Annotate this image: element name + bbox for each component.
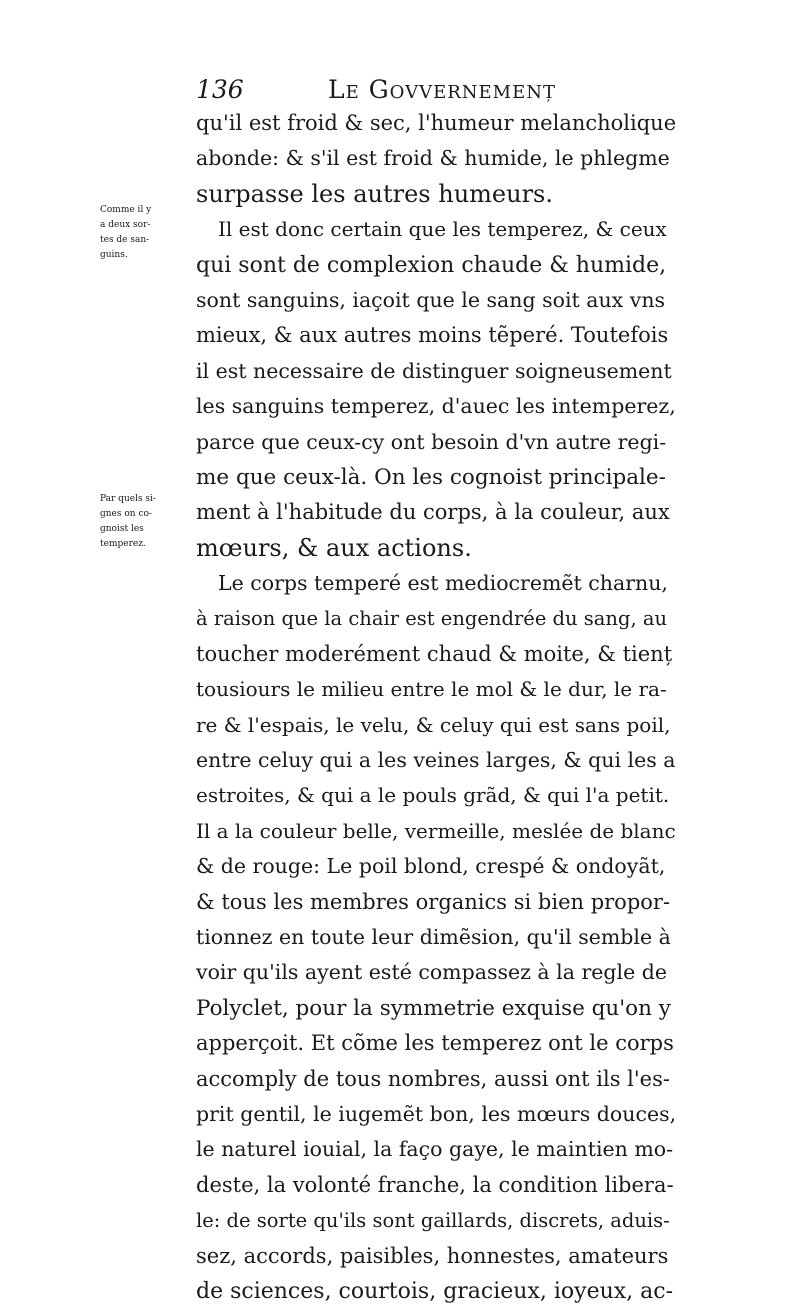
text-line: ment à l'habitude du corps, à la couleur, aux <box>196 500 670 525</box>
text-line: voir qu'ils ayent esté compassez à la regle de <box>196 960 667 985</box>
text-line: le naturel iouial, la faço gaye, le maintien mo- <box>196 1137 674 1162</box>
paragraph-start-line: Il est donc certain que les temperez, & ceux <box>218 217 667 242</box>
margin-note-sanguins <box>100 203 196 263</box>
text-line: il est necessaire de distinguer soigneusement <box>196 358 672 383</box>
text-line: surpasse les autres humeurs. <box>196 179 553 208</box>
text-line: Il a la couleur belle, vermeille, meslée de blanc <box>196 818 676 843</box>
text-line: re & l'espais, le velu, & celuy qui est sans poil, <box>196 712 671 737</box>
margin-note-line: gnoist les <box>100 524 144 534</box>
text-line: toucher moderément chaud & moite, & tienț <box>196 641 673 666</box>
margin-note-signes <box>100 492 196 552</box>
text-line: estroites, & qui a le pouls grãd, & qui l'a petit. <box>196 783 670 808</box>
text-line: entre celuy qui a les veines larges, & qui les a <box>196 748 676 773</box>
text-line: Polyclet, pour la symmetrie exquise qu'on y <box>196 995 671 1021</box>
text-line: mieux, & aux autres moins tẽperé. Toutefois <box>196 323 669 348</box>
text-line: apperçoit. Et cõme les temperez ont le corps <box>196 1031 674 1056</box>
margin-note-line: Comme il y <box>100 205 152 215</box>
text-line: & tous les membres organics si bien propor- <box>196 889 671 914</box>
text-line: mœurs, & aux actions. <box>196 533 472 562</box>
text-line: accomply de tous nombres, aussi ont ils l'es- <box>196 1066 670 1091</box>
body-text <box>196 106 676 1309</box>
margin-note-line: temperez. <box>100 539 146 549</box>
text-line: qui sont de complexion chaude & humide, <box>196 252 667 278</box>
margin-note-line: gnes on co- <box>100 509 152 519</box>
margin-note-line: tes de san- <box>100 235 150 245</box>
paragraph-start-line: Le corps temperé est mediocremẽt charnu, <box>218 571 668 596</box>
margin-note-line: Par quels si- <box>100 494 156 504</box>
page-header <box>196 72 676 108</box>
text-line: le: de sorte qu'ils sont gaillards, discrets, aduis- <box>196 1209 670 1233</box>
text-line: tionnez en toute leur dimẽsion, qu'il semble à <box>196 924 671 949</box>
text-line: les sanguins temperez, d'auec les intemperez, <box>196 394 676 419</box>
text-line: de sciences, courtois, gracieux, ioyeux, ac- <box>196 1278 674 1304</box>
text-line: prit gentil, le iugemẽt bon, les mœurs douces, <box>196 1101 676 1126</box>
text-line: me que ceux-là. On les cognoist principale- <box>196 464 666 490</box>
text-line: parce que ceux-cy ont besoin d'vn autre regi- <box>196 429 667 454</box>
margin-notes <box>100 0 190 1236</box>
margin-note-line: guins. <box>100 250 128 260</box>
text-line: abonde: & s'il est froid & humide, le phlegme <box>196 146 670 171</box>
running-head: Le Govvernemenț <box>328 75 557 104</box>
page-number: 136 <box>196 75 244 104</box>
text-line: deste, la volonté franche, la condition libera- <box>196 1172 674 1197</box>
margin-note-line: a deux sor- <box>100 220 151 230</box>
text-line: sez, accords, paisibles, honnestes, amateurs <box>196 1243 669 1268</box>
text-line: & de rouge: Le poil blond, crespé & ondoyãt, <box>196 854 666 879</box>
text-line: qu'il est froid & sec, l'humeur melancholique <box>196 111 676 135</box>
text-line: tousiours le milieu entre le mol & le dur, le ra- <box>196 677 667 702</box>
text-line: sont sanguins, iaçoit que le sang soit aux vns <box>196 287 666 312</box>
text-line: à raison que la chair est engendrée du sang, au <box>196 607 668 631</box>
